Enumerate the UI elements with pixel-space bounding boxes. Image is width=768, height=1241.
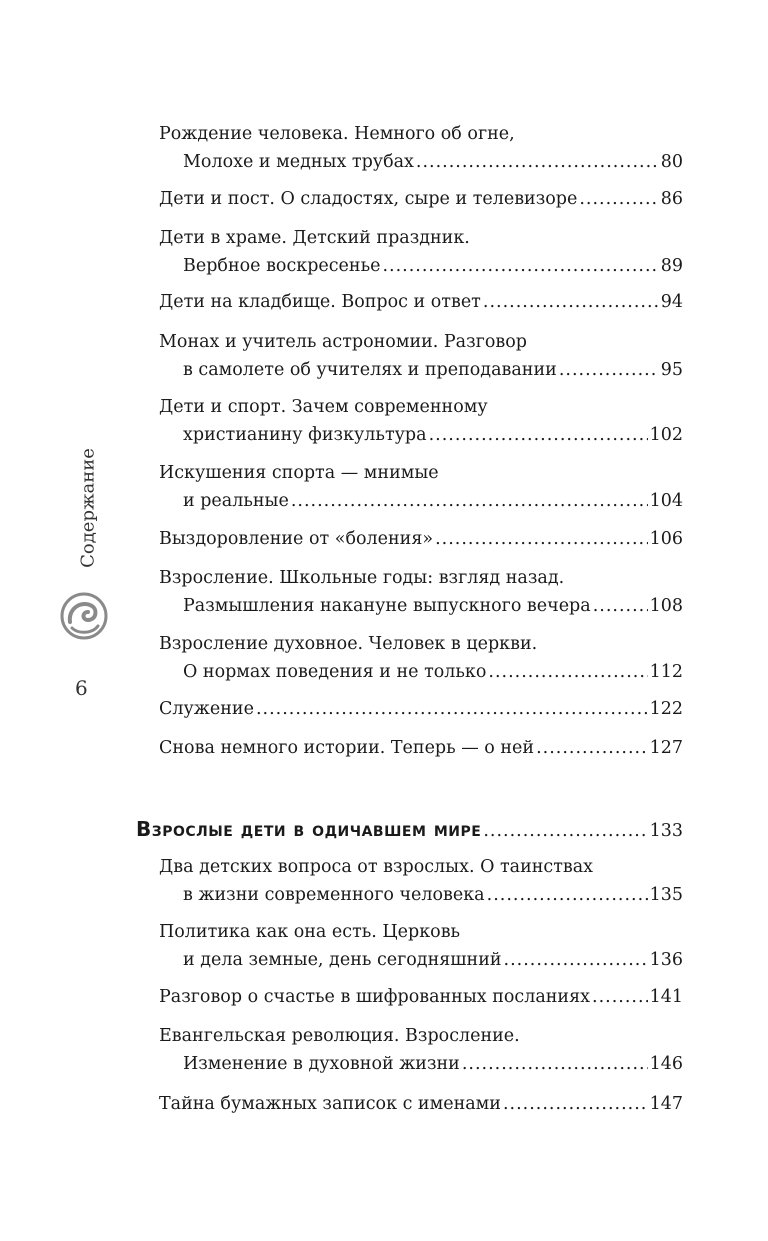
toc-entry	[159, 853, 683, 909]
entry-last-line	[159, 592, 683, 620]
dot-leader	[503, 1090, 648, 1118]
entry-title-line: Выздоровление от «боления»	[159, 529, 434, 549]
entry-title-line: и дела земные, день сегодняшний	[183, 950, 502, 970]
toc-entry	[159, 288, 683, 316]
entry-page-number: 94	[660, 292, 683, 312]
entry-title-line: Два детских вопроса от взрослых. О таинствах	[159, 857, 594, 877]
entry-last-line	[159, 658, 683, 686]
entry-last-line	[159, 983, 683, 1011]
entry-title-line: Изменение в духовной жизни	[183, 1054, 460, 1074]
toc-entry	[159, 630, 683, 686]
dot-leader	[382, 252, 658, 280]
dot-leader	[592, 983, 648, 1011]
toc-entry	[159, 185, 683, 213]
entry-title-line: Вербное воскресенье	[183, 256, 381, 276]
toc-entry	[159, 1022, 683, 1078]
entry-title-line: Дети и пост. О сладостях, сыре и телевизоре	[159, 189, 578, 209]
entry-title-line: и реальные	[183, 491, 289, 511]
page-number: 6	[75, 676, 88, 700]
entry-title-line: Тайна бумажных записок с именами	[159, 1094, 501, 1114]
entry-page-number: 127	[649, 738, 683, 758]
dot-leader	[483, 288, 659, 316]
section-heading	[136, 814, 683, 846]
dot-leader	[256, 695, 648, 723]
entry-last-line	[159, 1090, 683, 1118]
section-page-number: 133	[649, 821, 683, 841]
entry-title-line: Размышления накануне выпускного вечера	[183, 596, 591, 616]
entry-title-line: Взросление духовное. Человек в церкви.	[159, 634, 538, 654]
section-title: Взрослые дети в одичавшем мире	[136, 817, 482, 841]
entry-title-line: Служение	[159, 699, 254, 719]
running-title: Содержание	[77, 448, 99, 568]
entry-page-number: 106	[649, 529, 683, 549]
toc-entry	[159, 525, 683, 553]
entry-title-line: Монах и учитель астрономии. Разговор	[159, 332, 527, 352]
entry-page-number: 89	[660, 256, 683, 276]
entry-page-number: 104	[649, 491, 683, 511]
toc-entry	[159, 328, 683, 384]
entry-title-line: Дети и спорт. Зачем современному	[159, 397, 488, 417]
toc-entry	[159, 120, 683, 176]
entry-title-line: Взросление. Школьные годы: взгляд назад.	[159, 568, 565, 588]
dot-leader	[487, 881, 648, 909]
dot-leader	[536, 734, 648, 762]
entry-title-line: Искушения спорта — мнимые	[159, 463, 439, 483]
entry-title-line: Политика как она есть. Церковь	[159, 922, 461, 942]
dot-leader	[291, 487, 648, 515]
entry-last-line	[159, 252, 683, 280]
entry-page-number: 112	[649, 662, 683, 682]
entry-title-line: христианину физкультура	[183, 425, 427, 445]
entry-title-line: Рождение человека. Немного об огне,	[159, 124, 515, 144]
entry-title-line: Молохе и медных трубах	[183, 152, 414, 172]
entry-page-number: 95	[660, 360, 683, 380]
entry-title-line: О нормах поведения и не только	[183, 662, 487, 682]
dot-leader	[483, 816, 647, 846]
entry-last-line	[159, 185, 683, 213]
entry-page-number: 102	[649, 425, 683, 445]
entry-title-line: Евангельская революция. Взросление.	[159, 1026, 520, 1046]
wave-logo-icon	[60, 592, 108, 640]
entry-last-line	[159, 881, 683, 909]
dot-leader	[429, 421, 648, 449]
toc-entry	[159, 734, 683, 762]
entry-last-line	[159, 487, 683, 515]
entry-page-number: 80	[660, 152, 683, 172]
dot-leader	[579, 185, 658, 213]
entry-page-number: 136	[649, 950, 683, 970]
entry-title-line: Разговор о счастье в шифрованных посланиях	[159, 987, 590, 1007]
toc-entry	[159, 918, 683, 974]
entry-page-number: 135	[649, 885, 683, 905]
toc-entry	[159, 695, 683, 723]
toc-entry	[159, 459, 683, 515]
entry-last-line	[159, 421, 683, 449]
entry-last-line	[159, 148, 683, 176]
entry-page-number: 122	[649, 699, 683, 719]
entry-page-number: 146	[649, 1054, 683, 1074]
dot-leader	[559, 356, 659, 384]
entry-title-line: в жизни современного человека	[183, 885, 485, 905]
entry-title-line: в самолете об учителях и преподавании	[183, 360, 557, 380]
dot-leader	[416, 148, 659, 176]
dot-leader	[435, 525, 648, 553]
entry-last-line	[159, 288, 683, 316]
entry-last-line	[159, 356, 683, 384]
entry-title-line: Дети на кладбище. Вопрос и ответ	[159, 292, 481, 312]
dot-leader	[488, 658, 647, 686]
toc-entry	[159, 1090, 683, 1118]
toc-entry	[159, 393, 683, 449]
entry-page-number: 86	[660, 189, 683, 209]
entry-last-line	[159, 1050, 683, 1078]
toc-entry	[159, 983, 683, 1011]
toc-entry	[159, 564, 683, 620]
dot-leader	[593, 592, 648, 620]
entry-page-number: 108	[649, 596, 683, 616]
entry-last-line	[159, 946, 683, 974]
dot-leader	[462, 1050, 648, 1078]
toc-entry	[159, 224, 683, 280]
entry-page-number: 141	[649, 987, 683, 1007]
dot-leader	[504, 946, 648, 974]
entry-title-line: Снова немного истории. Теперь — о ней	[159, 738, 535, 758]
entry-last-line	[159, 525, 683, 553]
entry-page-number: 147	[649, 1094, 683, 1114]
entry-title-line: Дети в храме. Детский праздник.	[159, 228, 470, 248]
entry-last-line	[159, 695, 683, 723]
entry-last-line	[159, 734, 683, 762]
